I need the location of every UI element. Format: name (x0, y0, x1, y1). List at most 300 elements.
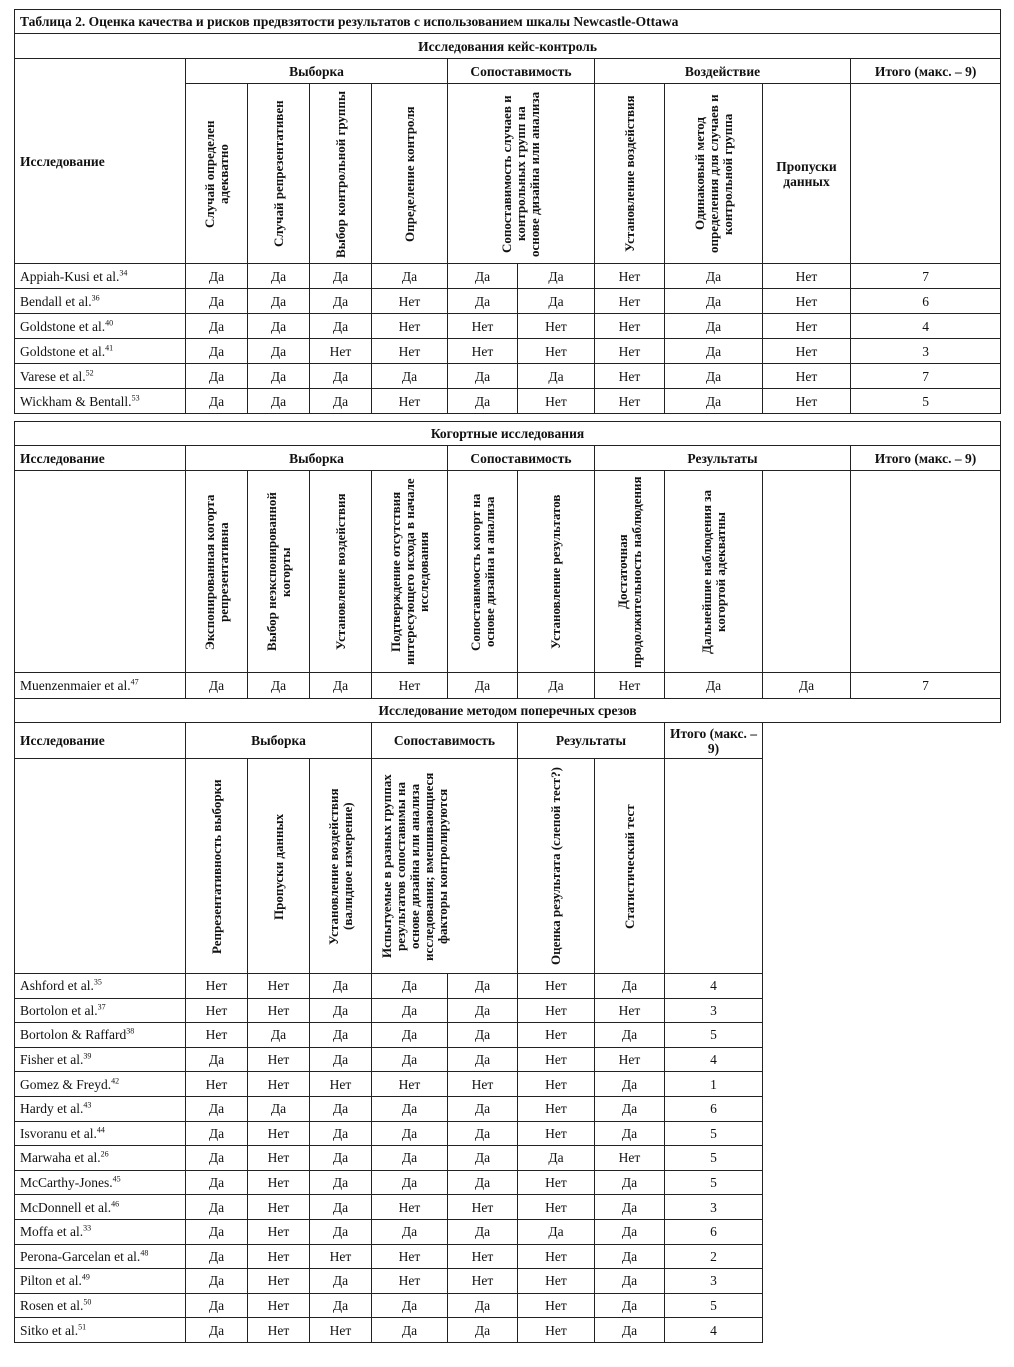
group-header-total: Итого (макс. – 9) (665, 723, 763, 759)
reference-number: 33 (83, 1223, 92, 1233)
column-header: Установление воздействия (595, 84, 665, 264)
study-name-cell (15, 339, 186, 364)
score-cell: Нет (518, 314, 595, 339)
score-cell: Да (310, 1219, 372, 1244)
blank-cell (763, 1318, 1001, 1343)
score-cell: Да (310, 1121, 372, 1146)
total-cell: 3 (665, 998, 763, 1023)
table-row (15, 1269, 1001, 1294)
score-cell: Нет (518, 1195, 595, 1220)
column-header-empty (15, 759, 186, 974)
score-cell: Да (186, 1146, 248, 1171)
total-cell: 2 (665, 1244, 763, 1269)
score-cell: Да (186, 1244, 248, 1269)
score-cell: Да (248, 339, 310, 364)
score-cell: Нет (518, 1269, 595, 1294)
reference-number: 39 (83, 1051, 92, 1061)
blank-cell (763, 1195, 1001, 1220)
score-cell: Да (448, 974, 518, 999)
column-header: Случай определен адекватно (186, 84, 248, 264)
blank-cell (763, 1023, 1001, 1048)
score-cell: Да (310, 314, 372, 339)
score-cell: Да (518, 1146, 595, 1171)
score-cell: Да (595, 1096, 665, 1121)
column-header: Установление воздействия (310, 471, 372, 673)
group-header-comparability: Сопоставимость (448, 446, 595, 471)
score-cell: Нет (518, 1096, 595, 1121)
column-header-empty (15, 471, 186, 673)
table-row (15, 1244, 1001, 1269)
score-cell: Нет (310, 1072, 372, 1097)
score-cell: Да (763, 673, 851, 699)
total-cell: 7 (851, 673, 1001, 699)
score-cell: Да (248, 314, 310, 339)
score-cell: Да (518, 289, 595, 314)
total-cell: 6 (665, 1219, 763, 1244)
column-header: Выбор неэкспонированной когорты (248, 471, 310, 673)
score-cell: Да (595, 1269, 665, 1294)
score-cell: Нет (372, 1244, 448, 1269)
score-cell: Нет (248, 1047, 310, 1072)
group-header-results: Результаты (518, 723, 665, 759)
score-cell: Нет (248, 1146, 310, 1171)
score-cell: Нет (595, 289, 665, 314)
score-cell: Да (186, 389, 248, 414)
total-cell: 3 (665, 1195, 763, 1220)
table-row (15, 1293, 1001, 1318)
reference-number: 47 (130, 677, 139, 687)
score-cell: Да (372, 1023, 448, 1048)
table-row (15, 1072, 1001, 1097)
blank-cell (763, 1293, 1001, 1318)
score-cell: Да (448, 673, 518, 699)
score-cell: Да (518, 364, 595, 389)
score-cell: Да (186, 1219, 248, 1244)
score-cell: Да (665, 314, 763, 339)
study-name-cell (15, 1170, 186, 1195)
score-cell: Нет (372, 673, 448, 699)
study-name-cell (15, 1269, 186, 1294)
score-cell: Нет (248, 1269, 310, 1294)
reference-number: 50 (83, 1297, 92, 1307)
score-cell: Нет (186, 974, 248, 999)
score-cell: Нет (310, 1244, 372, 1269)
score-cell: Да (665, 389, 763, 414)
score-cell: Да (186, 1096, 248, 1121)
study-name: Bortolon et al. (20, 1002, 98, 1018)
study-name-cell (15, 264, 186, 289)
score-cell: Да (310, 264, 372, 289)
blank-cell (763, 1072, 1001, 1097)
score-cell: Да (310, 1023, 372, 1048)
table-row (15, 1318, 1001, 1343)
score-cell: Нет (595, 264, 665, 289)
score-cell: Да (248, 364, 310, 389)
score-cell: Да (186, 314, 248, 339)
score-cell: Да (310, 998, 372, 1023)
score-cell: Да (248, 389, 310, 414)
study-name-cell (15, 1096, 186, 1121)
score-cell: Да (448, 1318, 518, 1343)
study-name-cell (15, 1146, 186, 1171)
table-row (15, 1170, 1001, 1195)
study-name-cell (15, 389, 186, 414)
table-row (15, 339, 1001, 364)
score-cell: Да (186, 1170, 248, 1195)
reference-number: 46 (111, 1199, 120, 1209)
score-cell: Да (186, 1318, 248, 1343)
table-row (15, 673, 1001, 699)
blank-cell (763, 974, 1001, 999)
score-cell: Да (310, 974, 372, 999)
score-cell: Нет (595, 314, 665, 339)
score-cell: Да (448, 1170, 518, 1195)
blank-cell (763, 1047, 1001, 1072)
group-header-comparability: Сопоставимость (448, 59, 595, 84)
score-cell: Нет (186, 998, 248, 1023)
score-cell: Нет (448, 1269, 518, 1294)
study-name: Fisher et al. (20, 1052, 84, 1068)
study-name-cell (15, 1121, 186, 1146)
score-cell: Да (186, 1293, 248, 1318)
group-header-results: Результаты (595, 446, 851, 471)
score-cell: Да (310, 1096, 372, 1121)
study-name-cell (15, 1244, 186, 1269)
score-cell: Да (448, 264, 518, 289)
score-cell: Нет (763, 314, 851, 339)
total-cell: 5 (851, 389, 1001, 414)
group-header-sample: Выборка (186, 59, 448, 84)
score-cell: Нет (518, 998, 595, 1023)
score-cell: Да (448, 1146, 518, 1171)
score-cell: Да (372, 1170, 448, 1195)
score-cell: Да (448, 1219, 518, 1244)
total-cell: 3 (665, 1269, 763, 1294)
group-header-sample: Выборка (186, 723, 372, 759)
score-cell: Нет (595, 1047, 665, 1072)
group-header-sample: Выборка (186, 446, 448, 471)
column-header: Оценка результата (слепой тест?) (518, 759, 595, 974)
score-cell: Да (310, 289, 372, 314)
study-name: Perona-Garcelan et al. (20, 1248, 141, 1264)
reference-number: 41 (105, 343, 114, 352)
score-cell: Да (595, 1244, 665, 1269)
score-cell: Нет (372, 1269, 448, 1294)
column-header: Определение контроля (372, 84, 448, 264)
score-cell: Да (310, 1146, 372, 1171)
score-cell: Да (595, 1072, 665, 1097)
column-header: Установление результатов (518, 471, 595, 673)
score-cell: Да (372, 1318, 448, 1343)
total-cell: 6 (665, 1096, 763, 1121)
study-name: Muenzenmaier et al. (20, 678, 131, 693)
reference-number: 44 (96, 1125, 105, 1135)
study-name-cell (15, 1023, 186, 1048)
study-name-cell (15, 1072, 186, 1097)
column-header-study: Исследование (15, 446, 186, 471)
reference-number: 40 (105, 318, 114, 327)
reference-number: 34 (119, 268, 128, 277)
table-row (15, 974, 1001, 999)
column-header-study: Исследование (15, 723, 186, 759)
column-header: Случай репрезентативен (248, 84, 310, 264)
total-cell: 4 (665, 974, 763, 999)
total-cell: 5 (665, 1023, 763, 1048)
study-name-cell (15, 289, 186, 314)
score-cell: Да (310, 673, 372, 699)
score-cell: Нет (248, 1121, 310, 1146)
score-cell: Да (248, 1023, 310, 1048)
score-cell: Нет (248, 1072, 310, 1097)
score-cell: Нет (248, 1219, 310, 1244)
table-row (15, 1047, 1001, 1072)
total-cell: 5 (665, 1293, 763, 1318)
table-row (15, 314, 1001, 339)
score-cell: Нет (595, 1146, 665, 1171)
study-name-cell (15, 364, 186, 389)
total-cell: 4 (665, 1047, 763, 1072)
score-cell: Да (448, 389, 518, 414)
total-cell: 5 (665, 1146, 763, 1171)
score-cell: Нет (595, 364, 665, 389)
score-cell: Да (372, 998, 448, 1023)
column-header: Статистический тест (595, 759, 665, 974)
score-cell: Нет (595, 998, 665, 1023)
score-cell: Да (372, 1219, 448, 1244)
score-cell: Нет (763, 389, 851, 414)
column-header: Одинаковый метод определения для случаев и контрольной группа (665, 84, 763, 264)
reference-number: 42 (111, 1076, 120, 1086)
score-cell: Нет (518, 1121, 595, 1146)
reference-number: 37 (97, 1002, 106, 1012)
blank-cell (763, 1269, 1001, 1294)
group-header-total: Итого (макс. – 9) (851, 446, 1001, 471)
reference-number: 48 (140, 1248, 149, 1258)
score-cell: Да (595, 1121, 665, 1146)
study-name: Pilton et al. (20, 1273, 82, 1289)
score-cell: Нет (448, 1072, 518, 1097)
column-header: Установление воздействия (валидное измерение) (310, 759, 372, 974)
score-cell: Да (448, 1096, 518, 1121)
score-cell: Нет (372, 314, 448, 339)
study-name: Rosen et al. (20, 1298, 84, 1314)
score-cell: Нет (518, 339, 595, 364)
reference-number: 36 (91, 293, 100, 302)
table-row (15, 264, 1001, 289)
score-cell: Нет (372, 1195, 448, 1220)
score-cell: Да (665, 289, 763, 314)
column-header: Репрезентативность выборки (186, 759, 248, 974)
column-header-study: Исследование (15, 59, 186, 264)
study-name: Goldstone et al. (20, 343, 106, 359)
score-cell: Нет (595, 389, 665, 414)
blank-cell (763, 1170, 1001, 1195)
reference-number: 35 (93, 977, 102, 987)
total-cell: 7 (851, 264, 1001, 289)
study-name-cell (15, 673, 186, 699)
section-heading-case-control: Исследования кейс-контроль (15, 34, 1001, 59)
score-cell: Да (186, 264, 248, 289)
score-cell: Да (310, 1195, 372, 1220)
score-cell: Да (448, 364, 518, 389)
column-header: Подтверждение отсутствия интересующего исхода в начале исследования (372, 471, 448, 673)
score-cell: Да (186, 1121, 248, 1146)
score-cell: Нет (448, 1195, 518, 1220)
total-cell: 5 (665, 1121, 763, 1146)
score-cell: Нет (518, 974, 595, 999)
total-cell: 3 (851, 339, 1001, 364)
score-cell: Да (595, 1318, 665, 1343)
score-cell: Нет (595, 339, 665, 364)
score-cell: Да (595, 974, 665, 999)
column-header: Сопоставимость случаев и контрольных групп на основе дизайна или анализа (448, 84, 595, 264)
column-header: Испытуемые в разных группах результатов сопоставимы на основе дизайна или анализа исследования; вмешивающиеся факторы контролируются (372, 759, 518, 974)
score-cell: Да (665, 364, 763, 389)
score-cell: Нет (248, 1318, 310, 1343)
table-row (15, 389, 1001, 414)
score-cell: Да (186, 289, 248, 314)
study-name-cell (15, 998, 186, 1023)
score-cell: Да (310, 389, 372, 414)
blank-cell (763, 1096, 1001, 1121)
blank-cell (763, 1121, 1001, 1146)
table-row (15, 364, 1001, 389)
score-cell: Да (186, 1047, 248, 1072)
score-cell: Да (372, 264, 448, 289)
table-title: Таблица 2. Оценка качества и рисков предвзятости результатов с использованием шкалы Newcastle-Ottawa (15, 10, 1001, 34)
score-cell: Нет (186, 1023, 248, 1048)
score-cell: Нет (763, 364, 851, 389)
study-name-cell (15, 314, 186, 339)
cross-sectional-table (14, 698, 1001, 1343)
table-row (15, 1146, 1001, 1171)
column-header: Дальнейшие наблюдения за когортой адекватны (665, 471, 763, 673)
table-row (15, 289, 1001, 314)
study-name-cell (15, 1195, 186, 1220)
total-cell: 4 (665, 1318, 763, 1343)
score-cell: Да (186, 673, 248, 699)
score-cell: Нет (372, 389, 448, 414)
score-cell: Нет (310, 339, 372, 364)
study-name: Sitko et al. (20, 1322, 79, 1338)
score-cell: Да (310, 1269, 372, 1294)
blank-area (763, 723, 1001, 974)
study-name: Gomez & Freyd. (20, 1076, 112, 1092)
case-control-table (14, 9, 1001, 414)
study-name: Isvoranu et al. (20, 1125, 97, 1141)
score-cell: Нет (372, 339, 448, 364)
score-cell: Да (448, 1023, 518, 1048)
score-cell: Да (595, 1293, 665, 1318)
study-name: McCarthy-Jones. (20, 1175, 113, 1191)
column-header: Пропуски данных (248, 759, 310, 974)
study-name: Ashford et al. (20, 978, 94, 994)
table-row (15, 998, 1001, 1023)
study-name: Varese et al. (20, 368, 86, 384)
study-name: Marwaha et al. (20, 1150, 101, 1166)
table-row (15, 1195, 1001, 1220)
score-cell: Да (595, 1170, 665, 1195)
score-cell: Да (372, 1293, 448, 1318)
score-cell: Да (595, 1195, 665, 1220)
score-cell: Нет (310, 1318, 372, 1343)
reference-number: 53 (131, 393, 140, 402)
score-cell: Нет (448, 1244, 518, 1269)
score-cell: Да (665, 673, 763, 699)
blank-cell (763, 998, 1001, 1023)
study-name: Goldstone et al. (20, 318, 106, 334)
score-cell: Нет (248, 974, 310, 999)
score-cell: Да (310, 1170, 372, 1195)
score-cell: Да (448, 998, 518, 1023)
score-cell: Нет (763, 264, 851, 289)
group-header-exposure: Воздействие (595, 59, 851, 84)
reference-number: 51 (78, 1322, 87, 1332)
score-cell: Нет (248, 1195, 310, 1220)
section-heading-cohort: Когортные исследования (15, 422, 1001, 446)
score-cell: Да (186, 1195, 248, 1220)
table-row (15, 1096, 1001, 1121)
score-cell: Да (665, 339, 763, 364)
score-cell: Нет (518, 1170, 595, 1195)
score-cell: Да (372, 974, 448, 999)
score-cell: Нет (763, 339, 851, 364)
study-name-cell (15, 1293, 186, 1318)
study-name: Bortolon & Raffard (20, 1027, 127, 1043)
total-cell: 4 (851, 314, 1001, 339)
score-cell: Да (248, 289, 310, 314)
group-header-comparability: Сопоставимость (372, 723, 518, 759)
score-cell: Нет (518, 1293, 595, 1318)
column-header: Выбор контрольной группы (310, 84, 372, 264)
study-name-cell (15, 1318, 186, 1343)
score-cell: Нет (518, 1072, 595, 1097)
column-header: Достаточная продолжительность наблюдения (595, 471, 665, 673)
study-name: Wickham & Bentall. (20, 393, 132, 409)
score-cell: Да (186, 364, 248, 389)
score-cell: Да (310, 364, 372, 389)
score-cell: Нет (248, 1244, 310, 1269)
reference-number: 26 (100, 1149, 109, 1159)
score-cell: Да (448, 1047, 518, 1072)
score-cell: Да (186, 339, 248, 364)
score-cell: Да (248, 1096, 310, 1121)
score-cell: Да (518, 264, 595, 289)
reference-number: 45 (112, 1174, 121, 1184)
score-cell: Да (448, 1293, 518, 1318)
study-name: Hardy et al. (20, 1101, 84, 1117)
score-cell: Да (248, 264, 310, 289)
table-row (15, 1121, 1001, 1146)
total-cell: 7 (851, 364, 1001, 389)
score-cell: Да (372, 1121, 448, 1146)
score-cell: Нет (248, 1293, 310, 1318)
score-cell: Да (310, 1293, 372, 1318)
score-cell: Нет (186, 1072, 248, 1097)
score-cell: Да (372, 1096, 448, 1121)
total-cell: 6 (851, 289, 1001, 314)
total-cell: 5 (665, 1170, 763, 1195)
score-cell: Да (372, 1146, 448, 1171)
score-cell: Да (665, 264, 763, 289)
blank-cell (763, 1146, 1001, 1171)
blank-cell (763, 1244, 1001, 1269)
group-header-total: Итого (макс. – 9) (851, 59, 1001, 84)
column-header-empty (851, 84, 1001, 264)
score-cell: Нет (518, 1023, 595, 1048)
study-name-cell (15, 974, 186, 999)
score-cell: Нет (448, 314, 518, 339)
